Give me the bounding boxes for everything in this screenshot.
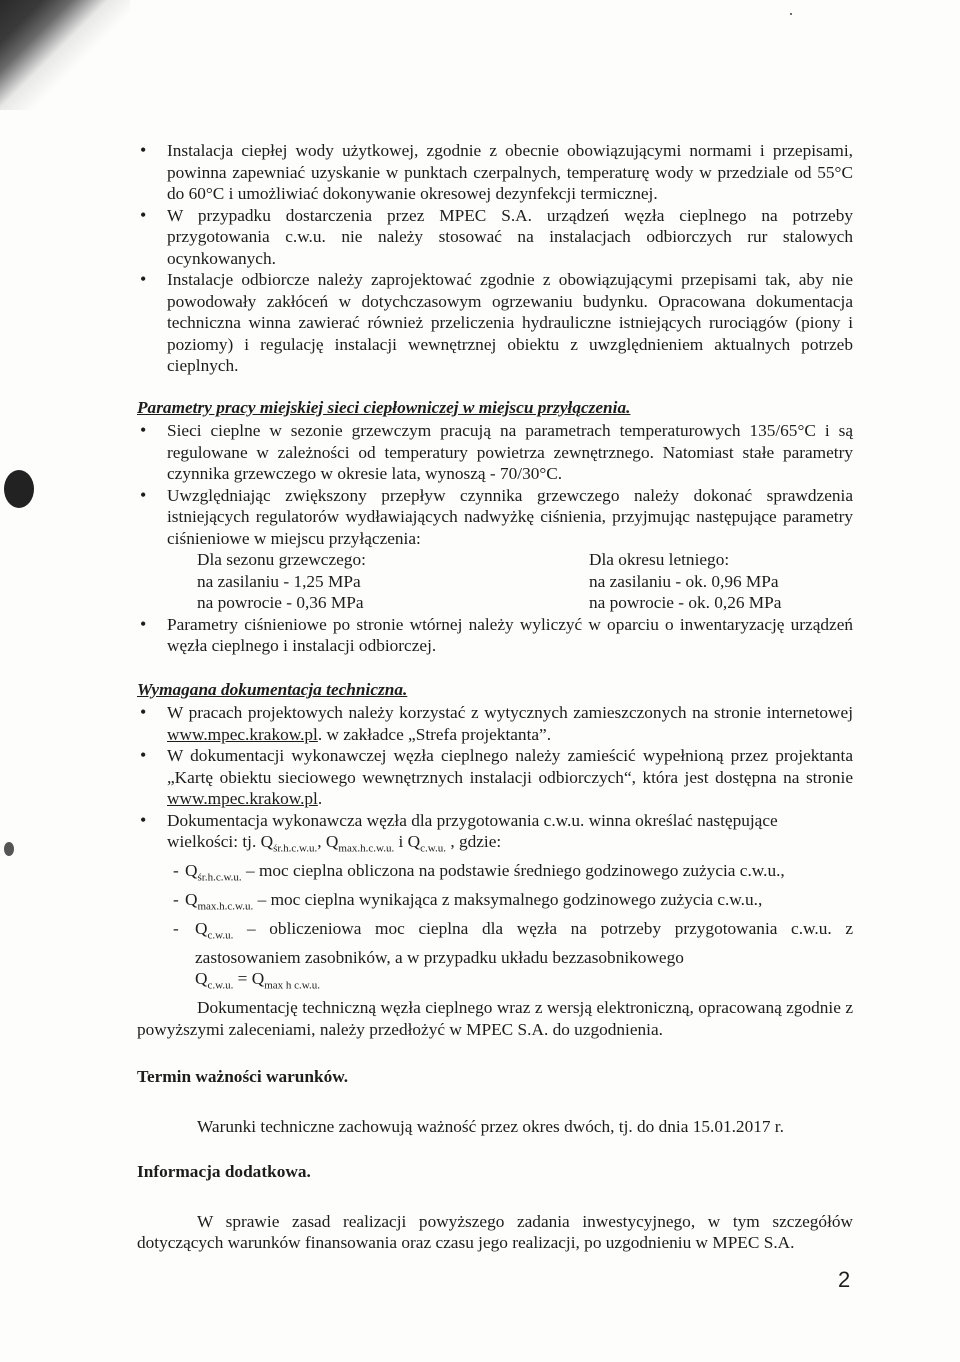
list-item-text: W dokumentacji wykonawczej węzła cieplnego należy zamieścić wypełnioną przez projektanta „Kartę obiektu sieciowego wewnętrznych instalacji odbiorczych“, która jest dostępna na stronie bbox=[167, 746, 853, 787]
definition-text: – moc cieplna wynikająca z maksymalnego godzinowego zużycia c.w.u., bbox=[253, 889, 763, 909]
closing-paragraph: Dokumentację techniczną węzła cieplnego wraz z wersją elektroniczną, opracowaną zgodnie z powyższymi zaleceniami, należy przedłożyć w MPEC S.A. do uzgodnienia. bbox=[137, 998, 853, 1039]
docs-list bbox=[137, 702, 853, 1040]
subscript: c.w.u. bbox=[207, 979, 234, 992]
corner-mark: · bbox=[788, 4, 794, 24]
subscript: max.h.c.w.u. bbox=[338, 842, 395, 855]
supply-pressure: na zasilaniu - 1,25 MPa bbox=[197, 571, 361, 591]
section-heading-validity: Termin ważności warunków. bbox=[137, 1067, 349, 1087]
document-body bbox=[137, 140, 853, 1254]
definition-item bbox=[137, 918, 853, 997]
punch-hole-top bbox=[4, 470, 34, 508]
list-item-text: W pracach projektowych należy korzystać z wytycznych zamieszczonych na stronie internetowej bbox=[167, 703, 853, 722]
definition-item bbox=[137, 860, 853, 889]
symbol: Q bbox=[185, 860, 198, 880]
list-item-text: • Dokumentacja wykonawcza węzła dla przygotowania c.w.u. winna określać następujące bbox=[167, 810, 778, 830]
list-item-text: Uwzględniając zwiększony przepływ czynnika grzewczego należy dokonać sprawdzenia istniejących regulatorów wydławiających nadwyżkę ciśnienia, przyjmując następujące parametry ciśnieniowe w miejscu przyłączenia: bbox=[167, 485, 853, 548]
column-title: Dla okresu letniego: bbox=[589, 550, 730, 569]
list-item bbox=[137, 702, 853, 745]
list-item bbox=[137, 485, 853, 550]
text: i Q bbox=[394, 832, 421, 851]
subscript: c.w.u. bbox=[207, 929, 234, 942]
section-heading-docs: Wymagana dokumentacja techniczna. bbox=[137, 679, 408, 699]
params-list bbox=[137, 420, 853, 657]
section-heading-params: Parametry pracy miejskiej sieci ciepłowniczej w miejscu przyłączenia. bbox=[137, 397, 631, 417]
equation bbox=[195, 968, 853, 997]
return-pressure: na powrocie - 0,36 MPa bbox=[197, 593, 364, 612]
validity-text: Warunki techniczne zachowują ważność przez okres dwóch, tj. do dnia 15.01.2017 r. bbox=[197, 1116, 784, 1136]
symbol: = Q bbox=[233, 969, 265, 989]
list-item-text: . w zakładce „Strefa projektanta”. bbox=[317, 724, 552, 744]
list-item: • Sieci cieplne w sezonie grzewczym pracują na parametrach temperaturowych 135/65°C i są regulowane w zależności od temperatury powietrza zewnętrznego. Natomiast stałe parametry czynnika grzewczego w okresie lata, wynoszą - 70/30°C. bbox=[137, 420, 853, 485]
list-item: • Instalacje odbiorcze należy zaprojektować zgodnie z obowiązującymi przepisami tak, aby nie powodowały zakłóceń w dotychczasowym ogrzewaniu budynku. Opracowana dokumentacja techniczna winna zawierać również przeliczenia hydrauliczne istniejących rurociągów (piony i poziomy) i regulację instalacji wewnętrznej obiektu z uwzględnieniem aktualnych potrzeb cieplnych. bbox=[137, 269, 853, 377]
subscript: śr.h.c.w.u. bbox=[273, 842, 318, 855]
info-text: W sprawie zasad realizacji powyższego zadania inwestycyjnego, w tym szczegółów dotyczących warunków finansowania oraz czasu jego realizacji, po uzgodnieniu w MPEC S.A. bbox=[137, 1211, 853, 1253]
text: wielkości: tj. Q bbox=[167, 832, 274, 851]
mpec-link[interactable]: www.mpec.krakow.pl bbox=[167, 724, 318, 744]
list-item: • W przypadku dostarczenia przez MPEC S.A. urządzeń węzła cieplnego na potrzeby przygotowania c.w.u. nie należy stosować na instalacjach odbiorczych rur stalowych ocynkowanych. bbox=[137, 205, 853, 270]
dash-marker: - bbox=[173, 889, 179, 909]
mpec-link[interactable]: www.mpec.krakow.pl bbox=[167, 789, 318, 808]
page-number: 2 bbox=[838, 1267, 851, 1292]
subscript: śr.h.c.w.u. bbox=[197, 871, 242, 884]
symbol: Q bbox=[185, 889, 198, 909]
subscript: c.w.u. bbox=[420, 842, 447, 855]
dash-marker: - bbox=[173, 860, 179, 880]
heating-season-column bbox=[167, 549, 589, 614]
scan-shadow-corner bbox=[0, 0, 130, 110]
list-item bbox=[137, 810, 853, 860]
subscript: max h c.w.u. bbox=[264, 979, 321, 992]
list-item: • Instalacja ciepłej wody użytkowej, zgodnie z obecnie obowiązującymi normami i przepisami, powinna zapewniać uzyskanie w punktach czerpalnych, temperaturę wody w przedziale od 55°C do 60°C i umożliwiać dokonywanie okresowej dezynfekcji termicznej. bbox=[137, 140, 853, 205]
punch-hole-bottom bbox=[4, 842, 14, 856]
list-item: • Parametry ciśnieniowe po stronie wtórnej należy wyliczyć w oparciu o inwentaryzację urządzeń węzła cieplnego i instalacji odbiorczej. bbox=[137, 614, 853, 657]
definition-item bbox=[137, 889, 853, 918]
intro-list bbox=[137, 140, 853, 377]
pressure-table bbox=[167, 549, 853, 614]
symbol: Q bbox=[195, 969, 208, 989]
subscript: max.h.c.w.u. bbox=[197, 900, 254, 913]
quantities-line bbox=[167, 831, 853, 860]
return-pressure: na powrocie - ok. 0,26 MPa bbox=[589, 593, 782, 612]
symbol: Q bbox=[195, 918, 208, 938]
text: , Q bbox=[317, 832, 339, 851]
supply-pressure: na zasilaniu - ok. 0,96 MPa bbox=[589, 571, 779, 591]
summer-column bbox=[589, 549, 853, 614]
definition-text: – moc cieplna obliczona na podstawie średniego godzinowego zużycia c.w.u., bbox=[241, 860, 785, 880]
section-heading-info: Informacja dodatkowa. bbox=[137, 1162, 311, 1182]
definition-text: – obliczeniowa moc cieplna dla węzła na potrzeby przygotowania c.w.u. z zastosowaniem zasobników, a w przypadku układu bezzasobnikowego bbox=[195, 918, 853, 967]
list-item-text: . bbox=[317, 789, 323, 808]
list-item bbox=[137, 745, 853, 810]
text: , gdzie: bbox=[446, 832, 502, 851]
column-title: Dla sezonu grzewczego: bbox=[197, 550, 366, 569]
dash-marker: - bbox=[173, 918, 179, 938]
